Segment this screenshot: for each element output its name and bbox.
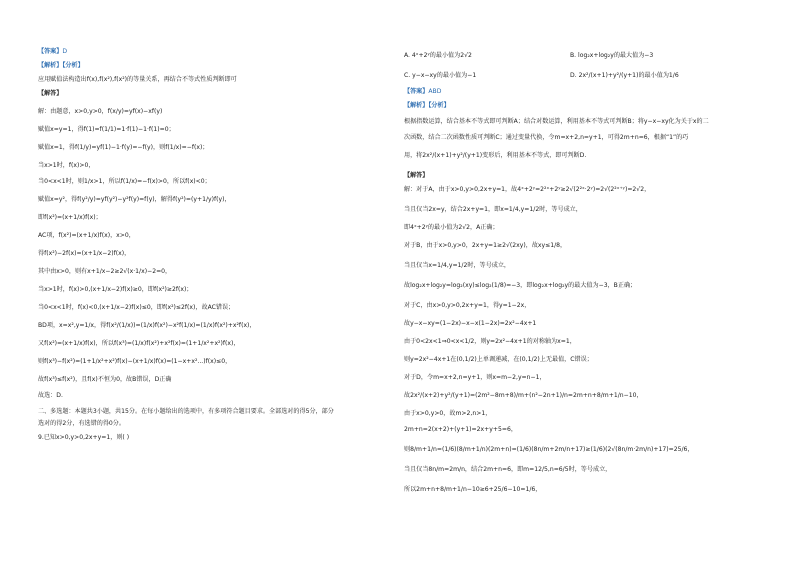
solution-line: 解：由题意，x>0,y>0，f(x/y)=yf(x)−xf(y) (38, 108, 163, 115)
solution-line: 则f(x³)−f(x²)=(1+1/x²+x²)f(x)−(x+1/x)f(x)=(1−x+x²...)f(x)≤0， (38, 358, 232, 365)
answer-tag: 【答案】 (38, 48, 63, 55)
option-a: A. 4ˣ+2ʸ的最小值为2√2 (404, 52, 472, 59)
solution-line: 对于D，令m=x+2,n=y+1，则x=m−2,y=n−1， (404, 374, 546, 381)
left-answer-line (38, 48, 67, 56)
analysis-line: 用，将2x²/(x+1)+y²/(y+1)变形后，利用基本不等式，即可判断D. (404, 152, 587, 159)
solution-line: 当且仅当2x=y，结合2x+y=1，即x=1/4,y=1/2时，等号成立， (404, 206, 582, 213)
solution-line: 即f(x²)=(x+1/x)f(x)； (38, 214, 102, 221)
solution-line: 2m+n=2(x+2)+(y+1)=2x+y+5=6， (404, 426, 517, 433)
solution-line: 其中由x>0，则有x+1/x−2≥2√(x·1/x)−2=0， (38, 268, 172, 275)
solution-line: 当且仅当8n/m=2m/n，结合2m+n=6，即m=12/5,n=6/5时，等号成立， (404, 466, 612, 473)
analysis-text: 应用赋值法构造出f(x),f(x²),f(x²)的等量关系，再结合不等式性质判断即可 (38, 76, 237, 83)
solution-line: 故f(x³)≤f(x²)，且f(x)不恒为0，故B错误，D正确 (38, 376, 172, 383)
detail-tag: 【解答】 (38, 90, 63, 97)
solution-line: 当0<x<1时，则1/x>1，所以f(1/x)=−f(x)>0，所以f(x)<0； (38, 178, 211, 185)
option-b: B. log₂x+log₂y的最大值为−3 (570, 52, 654, 59)
solution-line: 当且仅当x=1/4,y=1/2时，等号成立， (404, 262, 511, 269)
option-c: C. y−x−xy的最小值为−1 (404, 72, 477, 79)
solution-line: 故2x²/(x+2)+y²/(y+1)=(2m²−8m+8)/m+(n²−2n+1)/n=2m+n+8/m+1/n−10， (404, 392, 643, 399)
analysis-line: 根据指数运算，结合基本不等式即可判断A；结合对数运算，利用基本不等式可判断B；将y−x−xy化为关于x的二 (404, 118, 709, 125)
right-answer-line (404, 88, 441, 96)
solution-line: 即4ˣ+2ʸ的最小值为2√2，A正确； (404, 224, 499, 231)
option-d: D. 2x²/(x+1)+y²/(y+1)的最小值为1/6 (570, 72, 679, 79)
solution-line: 赋值x=y=1，得f(1)=f(1/1)=1·f(1)−1·f(1)=0； (38, 126, 175, 133)
analysis-line: 次函数，结合二次函数性质可判断C；通过变量代换，令m=x+2,n=y+1，可得2m+n=6，根据“1”的巧 (404, 134, 689, 141)
solution-line: 得f(x²)−2f(x)=(x+1/x−2)f(x)， (38, 250, 131, 257)
answer-tag: 【答案】 (404, 88, 429, 95)
solution-line: 当0<x<1时，f(x)<0,(x+1/x−2)f(x)≤0，即f(x²)≤2f(x)，故AC错误； (38, 304, 235, 311)
solution-line: 由于0<2x<1⇒0<x<1/2，则y=2x²−4x+1的对称轴为x=1， (404, 338, 576, 345)
solution-line: 故选：D. (38, 392, 63, 399)
solution-line: BD项，x=x²,y=1/x，得f(x²/(1/x))=(1/x)f(x²)−x²f(1/x)=(1/x)f(x²)+x²f(x)， (38, 322, 256, 329)
solution-line: 赋值x=1，得f(1/y)=yf(1)−1·f(y)=−f(y)，则f(1/x)=−f(x)； (38, 144, 209, 151)
detail-tag: 【解答】 (404, 172, 429, 179)
solution-line: 所以2m+n+8/m+1/n−10≥6+25/6−10=1/6， (404, 486, 542, 493)
solution-line: AC项，f(x²)=(x+1/x)f(x)，x>0， (38, 232, 135, 239)
solution-line: 则y=2x²−4x+1在(0,1/2)上单调递减，在(0,1/2)上无最值，C错误； (404, 356, 593, 363)
solution-line: 对于C，由x>0,y>0,2x+y=1，得y=1−2x， (404, 302, 531, 309)
analysis-tag: 【解析】【分析】 (38, 62, 84, 69)
answer-value: ABD (428, 88, 442, 95)
section-heading: 二、多选题：本题共3小题，共15分。在每小题给出的选项中，有多项符合题目要求。全部选对的得5分，部分 (38, 408, 334, 415)
solution-line: 又f(x²)=(x+1/x)f(x)，所以f(x³)=(1/x)f(x²)+x²f(x)=(1+1/x²+x²)f(x)， (38, 340, 240, 347)
answer-value: D (62, 48, 68, 55)
solution-line: 由于x>0,y>0，故m>2,n>1， (404, 410, 492, 417)
solution-line: 赋值x=y²，得f(y²/y)=yf(y²)−y²f(y)=f(y)，解得f(y²)=(y+1/y)f(y)， (38, 196, 231, 203)
solution-line: 解：对于A，由于x>0,y>0,2x+y=1，故4ˣ+2ʸ=2²ˣ+2ʸ≥2√(2²ˣ·2ʸ)=2√(2²ˣ⁺ʸ)=2√2， (404, 186, 651, 193)
solution-line: 故y−x−xy=(1−2x)−x−x(1−2x)=2x²−4x+1 (404, 320, 537, 327)
solution-line: 对于B，由于x>0,y>0，2x+y=1≥2√(2xy)，故xy≤1/8， (404, 242, 567, 249)
analysis-tag: 【解析】【分析】 (404, 102, 450, 109)
solution-line: 故log₂x+log₂y=log₂(xy)≤log₂(1/8)=−3，即log₂x+log₂y的最大值为−3，B正确； (404, 282, 637, 289)
solution-line: 当x>1时，f(x)>0， (38, 162, 95, 169)
section-heading-cont: 选对的得2分，有选错的得0分。 (38, 420, 125, 427)
solution-line: 则8/m+1/n=(1/6)(8/m+1/n)(2m+n)=(1/6)(8n/m+2m/n+17)≥(1/6)(2√(8n/m·2m/n)+17)=25/6， (404, 446, 694, 453)
question-9: 9.已知x>0,y>0,2x+y=1，则( ) (38, 434, 130, 441)
solution-line: 当x>1时，f(x)>0,(x+1/x−2)f(x)≥0，即f(x²)≥2f(x)； (38, 286, 193, 293)
